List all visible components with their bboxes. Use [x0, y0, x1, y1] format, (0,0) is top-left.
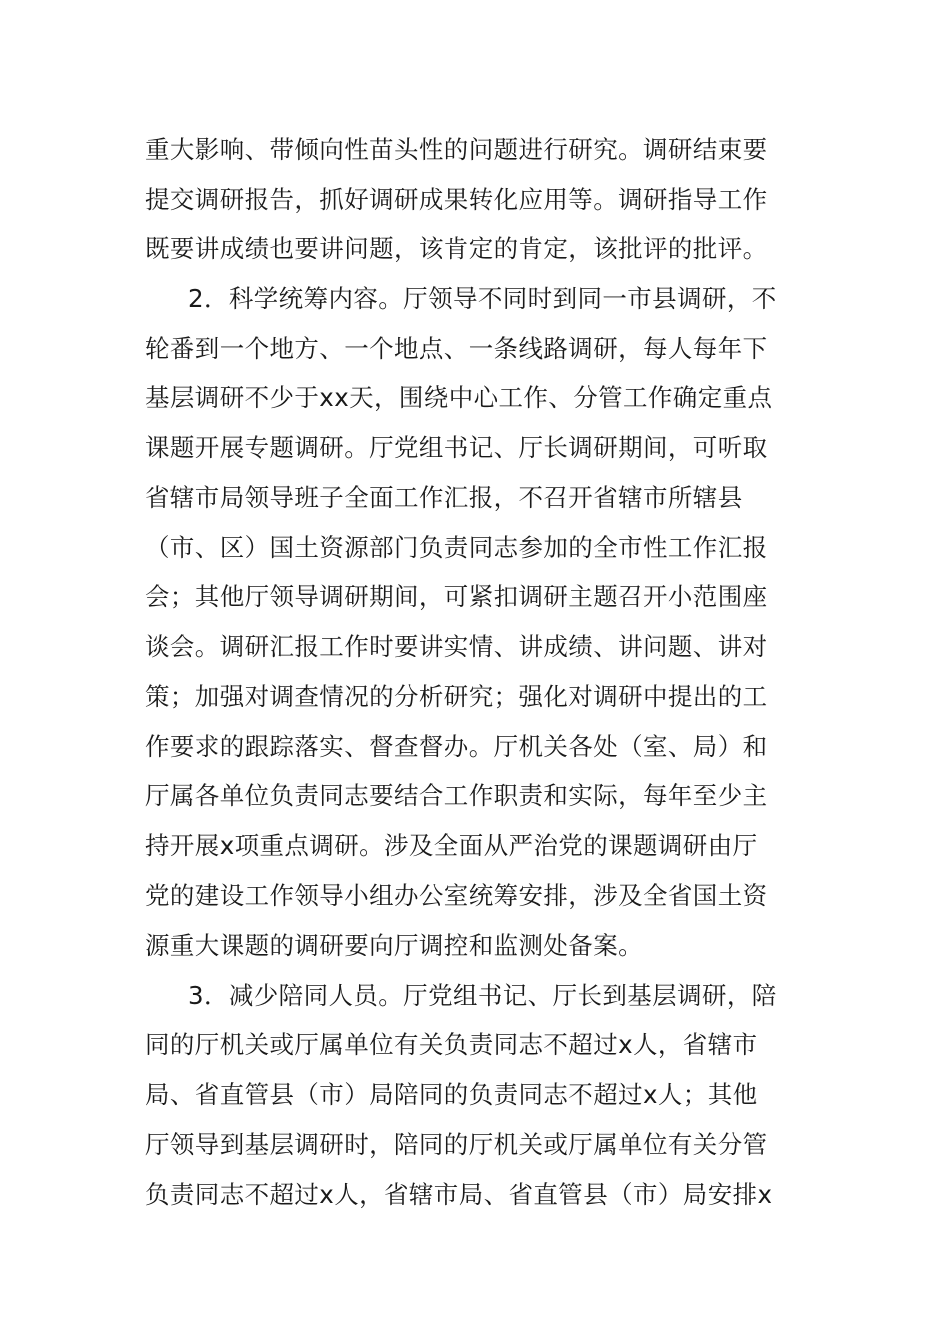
text-line: 厅属各单位负责同志要结合工作职责和实际，每年至少主 [145, 781, 768, 810]
paragraph-start-line: 3．减少陪同人员。厅党组书记、厅长到基层调研，陪 [188, 981, 777, 1010]
text-line: 重大影响、带倾向性苗头性的问题进行研究。调研结束要 [145, 135, 768, 164]
text-line: 同的厅机关或厅属单位有关负责同志不超过x人，省辖市 [145, 1030, 758, 1059]
paragraph-start-line: 2．科学统筹内容。厅领导不同时到同一市县调研，不 [188, 284, 777, 313]
text-line: 策；加强对调查情况的分析研究；强化对调研中提出的工 [145, 682, 768, 711]
text-line: 提交调研报告，抓好调研成果转化应用等。调研指导工作 [145, 185, 768, 214]
text-line: 课题开展专题调研。厅党组书记、厅长调研期间，可听取 [145, 433, 768, 462]
text-line: 局、省直管县（市）局陪同的负责同志不超过x人；其他 [145, 1080, 758, 1109]
text-line: 轮番到一个地方、一个地点、一条线路调研，每人每年下 [145, 334, 768, 363]
text-line: 负责同志不超过x人，省辖市局、省直管县（市）局安排x [145, 1180, 773, 1209]
text-line: 基层调研不少于xx天，围绕中心工作、分管工作确定重点 [145, 383, 773, 412]
text-line: （市、区）国土资源部门负责同志参加的全市性工作汇报 [145, 533, 768, 562]
text-line: 既要讲成绩也要讲问题，该肯定的肯定，该批评的批评。 [145, 234, 768, 263]
text-line: 会；其他厅领导调研期间，可紧扣调研主题召开小范围座 [145, 582, 768, 611]
text-line: 省辖市局领导班子全面工作汇报，不召开省辖市所辖县 [145, 483, 743, 512]
text-line: 厅领导到基层调研时，陪同的厅机关或厅属单位有关分管 [145, 1130, 768, 1159]
text-line: 持开展x项重点调研。涉及全面从严治党的课题调研由厅 [145, 831, 758, 860]
text-line: 党的建设工作领导小组办公室统筹安排，涉及全省国土资 [145, 881, 768, 910]
text-line: 源重大课题的调研要向厅调控和监测处备案。 [145, 931, 643, 960]
text-line: 谈会。调研汇报工作时要讲实情、讲成绩、讲问题、讲对 [145, 632, 768, 661]
text-line: 作要求的跟踪落实、督查督办。厅机关各处（室、局）和 [145, 732, 768, 761]
